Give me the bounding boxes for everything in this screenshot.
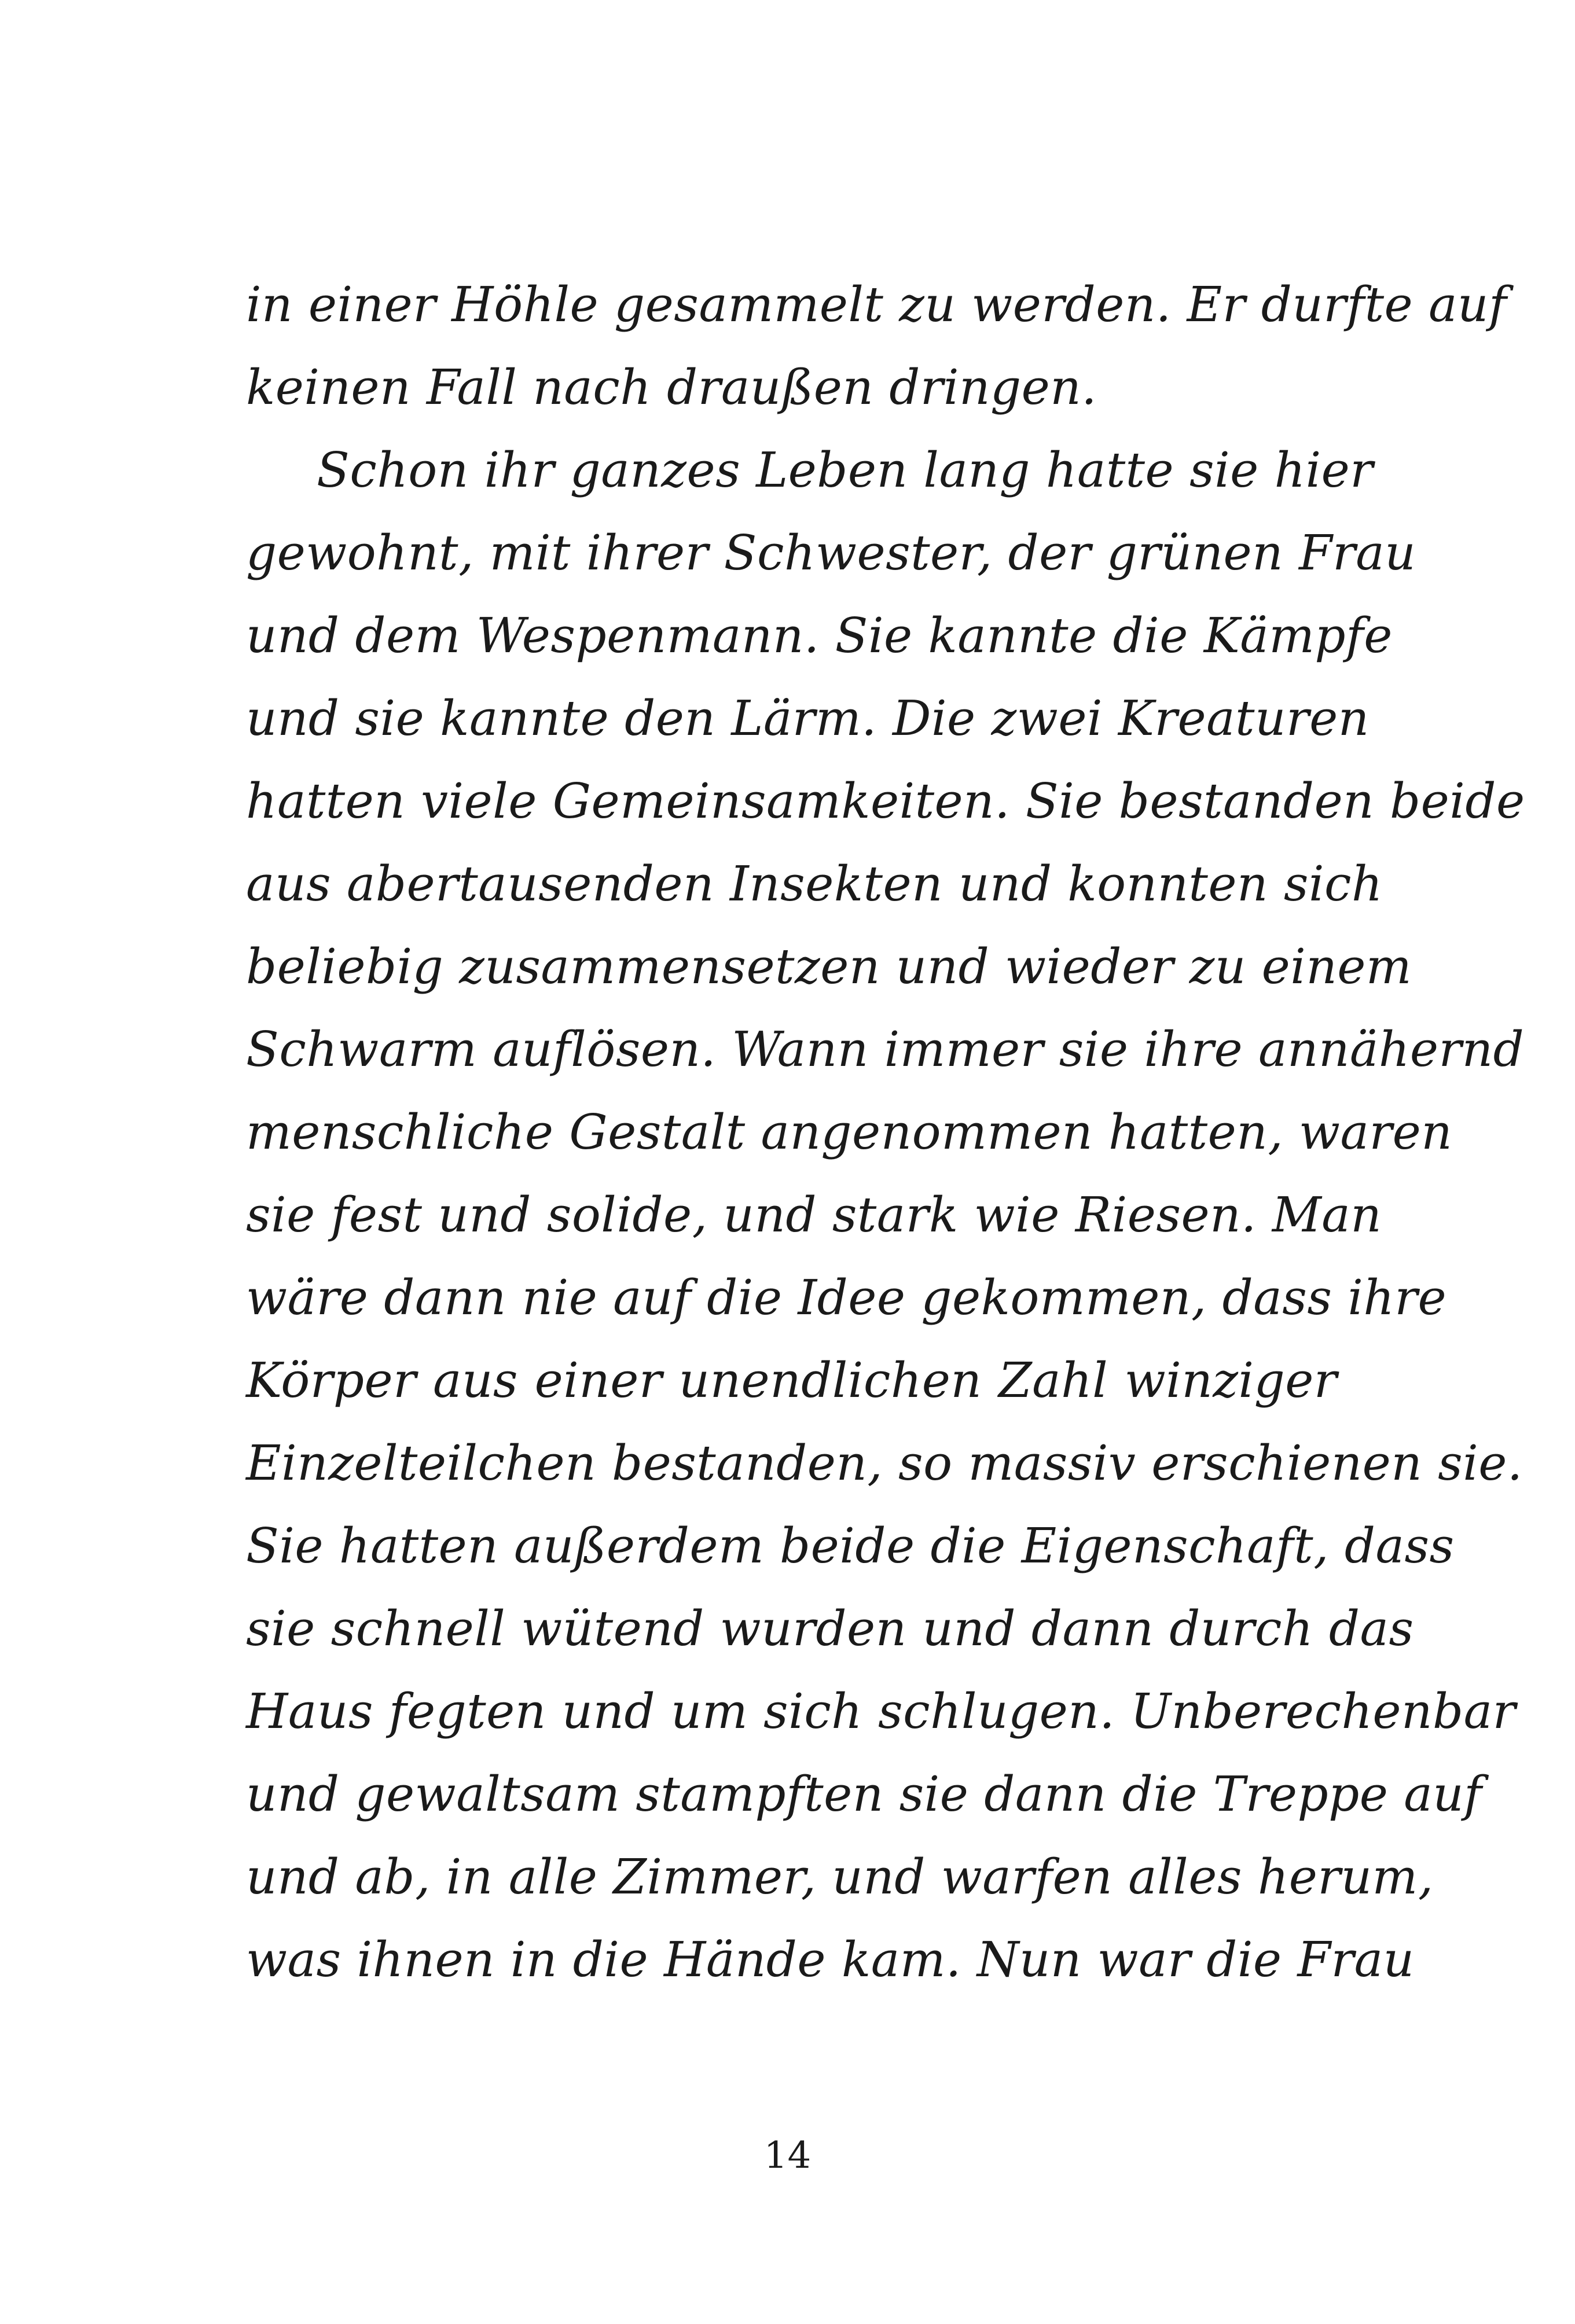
text-line: aus abertausenden Insekten und konnten sich [246,856,1383,912]
text-line: Schon ihr ganzes Leben lang hatte sie hier [317,442,1374,498]
text-line: sie schnell wütend wurden und dann durch das [246,1601,1414,1657]
text-line: Einzelteilchen bestanden, so massiv erschienen sie. [246,1435,1523,1491]
text-line: beliebig zusammensetzen und wieder zu einem [246,939,1412,995]
page-number: 14 [763,2134,812,2177]
body-text [246,263,1525,2001]
text-line: Sie hatten außerdem beide die Eigenschaft, dass [246,1518,1455,1574]
text-line: menschliche Gestalt angenommen hatten, waren [246,1104,1453,1160]
text-line: und dem Wespenmann. Sie kannte die Kämpfe [246,608,1393,664]
text-line: keinen Fall nach draußen dringen. [246,359,1097,415]
text-line: Schwarm auflösen. Wann immer sie ihre annähernd [246,1021,1525,1078]
text-line: Haus fegten und um sich schlugen. Unberechenbar [246,1683,1516,1740]
text-line: wäre dann nie auf die Idee gekommen, dass ihre [246,1270,1447,1326]
text-line: und sie kannte den Lärm. Die zwei Kreaturen [246,690,1370,747]
text-line: und ab, in alle Zimmer, und warfen alles herum, [246,1849,1434,1905]
text-line: in einer Höhle gesammelt zu werden. Er durfte auf [246,277,1507,333]
text-line: gewohnt, mit ihrer Schwester, der grünen Frau [246,525,1416,581]
text-line: Körper aus einer unendlichen Zahl winziger [246,1352,1337,1409]
text-line: sie fest und solide, und stark wie Riesen. Man [246,1187,1382,1243]
text-line: und gewaltsam stampften sie dann die Treppe auf [246,1766,1482,1822]
text-line: was ihnen in die Hände kam. Nun war die Frau [246,1932,1415,1988]
text-line: hatten viele Gemeinsamkeiten. Sie bestanden beide [246,773,1525,829]
